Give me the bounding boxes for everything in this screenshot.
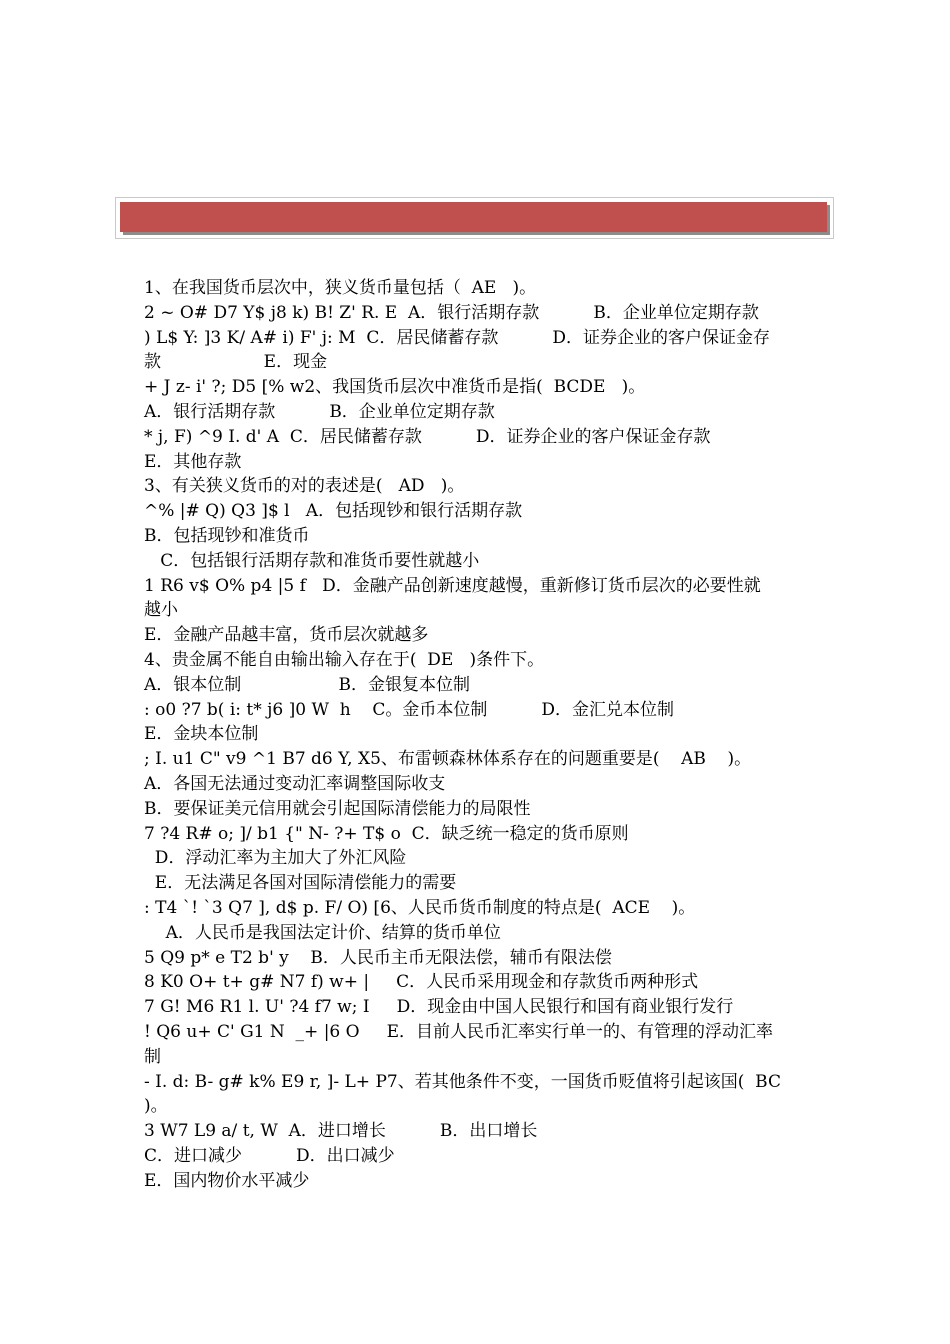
text-line: 7 G! M6 R1 l. U' ?4 f7 w; I D．现金由中国人民银行和国有商业银行发行: [144, 997, 734, 1018]
text-line: E．国内物价水平减少: [144, 1170, 310, 1191]
text-line: + J z- i' ?; D5 [% w2、我国货币层次中准货币是指( BCDE )。: [144, 377, 646, 398]
header-banner-fill: [120, 202, 827, 232]
text-line: C．包括银行活期存款和准货币要性就越小: [144, 550, 480, 571]
text-line: 款 E．现金: [144, 352, 328, 373]
text-line: B．要保证美元信用就会引起国际清偿能力的局限性: [144, 798, 531, 819]
text-line: C．进口减少 D．出口减少: [144, 1145, 395, 1166]
text-line: 1 R6 v$ O% p4 |5 f D．金融产品创新速度越慢，重新修订货币层次的必要性就: [144, 575, 761, 596]
text-line: : o0 ?7 b( i: t* j6 ]0 W h C。金币本位制 D．金汇兑本位制: [144, 699, 675, 720]
text-line: ) L$ Y: ]3 K/ A# i) F' j: M C．居民储蓄存款 D．证券企业的客户保证金存: [144, 327, 771, 348]
text-line: 3、有关狭义货币的对的表述是( AD )。: [144, 476, 465, 497]
text-line: ^% |# Q) Q3 ]$ l A．包括现钞和银行活期存款: [144, 501, 523, 522]
text-line: 8 K0 O+ t+ g# N7 f) w+ | C．人民币采用现金和存款货币两种形式: [144, 972, 699, 993]
text-line: E．其他存款: [144, 451, 242, 472]
text-line: 越小: [144, 600, 178, 621]
text-line: E．金融产品越丰富，货币层次就越多: [144, 625, 429, 646]
text-line: 1、在我国货币层次中，狭义货币量包括（ AE )。: [144, 278, 537, 298]
text-line: )。: [144, 1096, 168, 1117]
text-line: A．银本位制 B．金银复本位制: [144, 674, 471, 695]
header-banner: [115, 197, 834, 239]
document-body: [144, 276, 809, 1193]
text-line: 2 ~ O# D7 Y$ j8 k) B! Z' R. E A．银行活期存款 B．企业单位定期存款: [144, 302, 759, 323]
text-line: ; I. u1 C" v9 ^1 B7 d6 Y, X5、布雷顿森林体系存在的问题重要是( AB )。: [144, 749, 752, 770]
text-line: A．各国无法通过变动汇率调整国际收支: [144, 773, 446, 794]
text-line: E．金块本位制: [144, 724, 259, 745]
text-line: D．浮动汇率为主加大了外汇风险: [144, 848, 407, 869]
text-line: 7 ?4 R# o; ]/ b1 {" N- ?+ T$ o C．缺乏统一稳定的货币原则: [144, 823, 629, 844]
text-line: ! Q6 u+ C' G1 N _+ |6 O E．目前人民币汇率实行单一的、有管理的浮动汇率: [144, 1021, 774, 1042]
text-line: E．无法满足各国对国际清偿能力的需要: [144, 873, 457, 894]
text-line: B．包括现钞和准货币: [144, 525, 310, 546]
text-line: 3 W7 L9 a/ t, W A．进口增长 B．出口增长: [144, 1121, 538, 1142]
text-line: A．银行活期存款 B．企业单位定期存款: [144, 401, 495, 422]
text-line: - I. d: B- g# k% E9 r, ]- L+ P7、若其他条件不变，一国货币贬值将引起该国( BC: [144, 1071, 781, 1092]
text-line: 制: [144, 1046, 161, 1067]
text-line: A．人民币是我国法定计价、结算的货币单位: [144, 922, 501, 943]
text-line: 4、贵金属不能自由输出输入存在于( DE )条件下。: [144, 649, 545, 670]
text-line: : T4 `! `3 Q7 ], d$ p. F/ O) [6、人民币货币制度的特点是( ACE )。: [144, 897, 696, 918]
text-line: 5 Q9 p* e T2 b' y B．人民币主币无限法偿，辅币有限法偿: [144, 947, 612, 968]
text-line: * j, F) ^9 I. d' A C．居民储蓄存款 D．证券企业的客户保证金存款: [144, 426, 711, 447]
